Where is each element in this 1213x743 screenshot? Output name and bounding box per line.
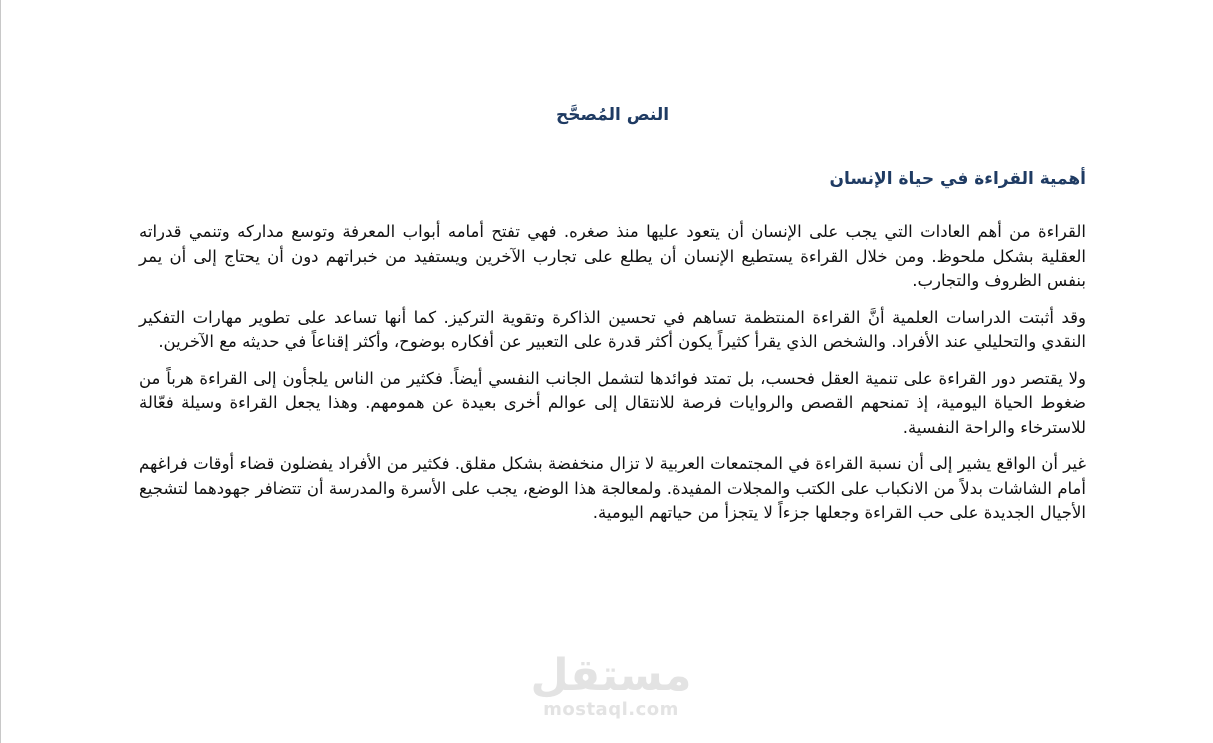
article-heading: أهمية القراءة في حياة الإنسان <box>829 169 1086 189</box>
paragraph-3: ولا يقتصر دور القراءة على تنمية العقل فحسب، بل تمتد فوائدها لتشمل الجانب النفسي أيضاً. فكثير من الناس يلجأون إلى القراءة هرباً من ضغوط الحياة اليومية، إذ تمنحهم القصص والروايات فرصة للانتقال إلى عوالم أخرى بعيدة عن همومهم. وهذا يجعل القراءة وسيلة فعّالة للاسترخاء والراحة النفسية. <box>139 368 1086 437</box>
document-body <box>139 100 1086 538</box>
document-title: النص المُصحَّح <box>555 105 670 125</box>
paragraph-2: وقد أثبتت الدراسات العلمية أنَّ القراءة المنتظمة تساهم في تحسين الذاكرة وتقوية التركيز. كما أنها تساعد على تطوير مهارات التفكير النقدي والتحليلي عند الأفراد. والشخص الذي يقرأ كثيراً يكون أكثر قدرة على التعبير عن أفكاره بوضوح، وأكثر إقناعاً في حديثه مع الآخرين. <box>139 307 1086 351</box>
watermark-logo: مستقل <box>530 650 692 701</box>
mostaql-watermark <box>506 652 716 720</box>
watermark-url: mostaql.com <box>543 699 679 720</box>
paragraph-1: القراءة من أهم العادات التي يجب على الإنسان أن يتعود عليها منذ صغره. فهي تفتح أمامه أبواب المعرفة وتوسع مداركه وتنمي قدراته العقلية بشكل ملحوظ. ومن خلال القراءة يستطيع الإنسان أن يطلع على تجارب الآخرين ويستفيد من خبراتهم دون أن يحتاج إلى أن يمر بنفس الظروف والتجارب. <box>139 222 1086 290</box>
paragraph-4: غير أن الواقع يشير إلى أن نسبة القراءة في المجتمعات العربية لا تزال منخفضة بشكل مقلق. فكثير من الأفراد يفضلون قضاء أوقات فراغهم أمام الشاشات بدلاً من الانكباب على الكتب والمجلات المفيدة. ولمعالجة هذا الوضع، يجب على الأسرة والمدرسة أن تتضافر جهودهما لتشجيع الأجيال الجديدة على حب القراءة وجعلها جزءاً لا يتجزأ من حياتهم اليومية. <box>139 454 1086 522</box>
